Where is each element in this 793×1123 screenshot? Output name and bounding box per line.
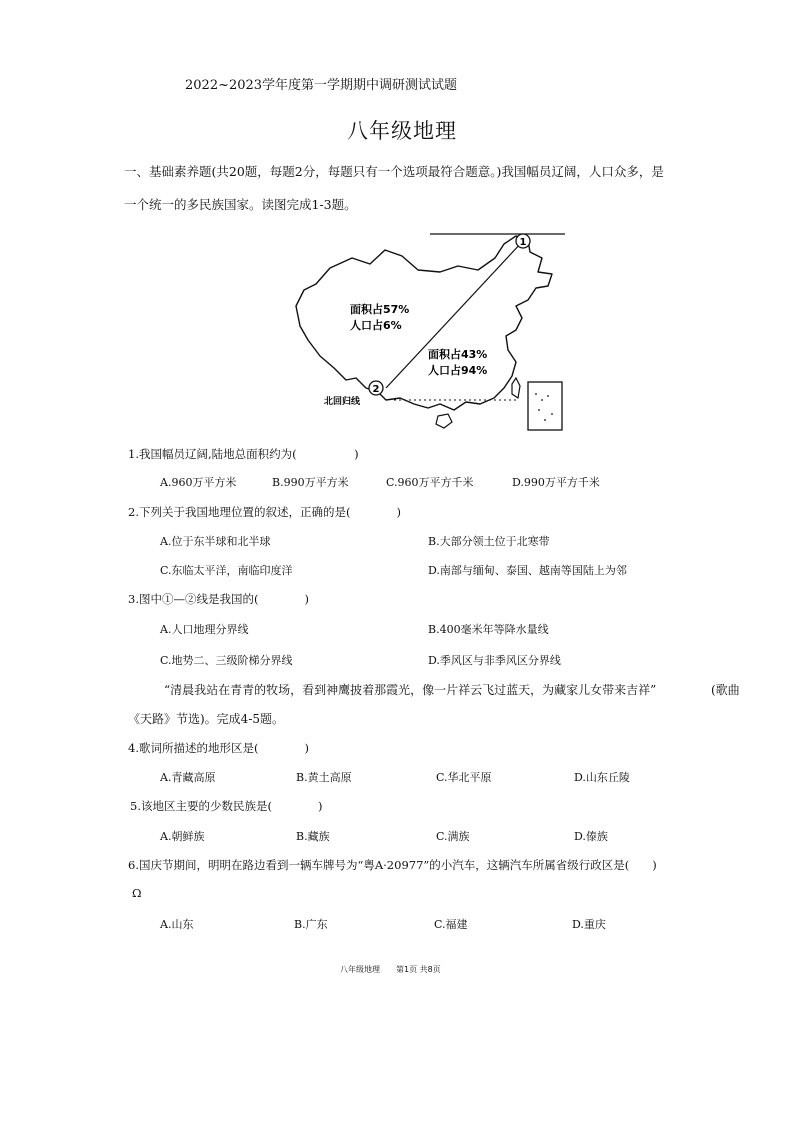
- south-sea-inset: [528, 382, 562, 430]
- q6-option-a[interactable]: A.山东: [160, 918, 194, 931]
- china-outline: [296, 236, 552, 410]
- q5-option-c[interactable]: C.满族: [436, 830, 470, 843]
- question-1-stem: 1.我国幅员辽阔,陆地总面积约为( ): [128, 447, 359, 461]
- q3-option-a[interactable]: A.人口地理分界线: [160, 623, 249, 636]
- tropic-label: 北回归线: [324, 397, 361, 407]
- east-area-label: 面积占43%: [428, 348, 488, 361]
- east-population-label: 人口占94%: [428, 364, 488, 377]
- section-intro-line1: 一、基础素养题(共20题，每题2分，每题只有一个选项最符合题意。)我国幅员辽阔，人口众多，是: [124, 164, 664, 179]
- hainan-island: [436, 414, 452, 428]
- q1-option-d[interactable]: D.990万平方千米: [512, 476, 600, 489]
- inset-islands: [535, 393, 553, 421]
- q3-option-b[interactable]: B.400毫米年等降水量线: [428, 623, 549, 636]
- question-4-stem: 4.歌词所描述的地形区是( ): [128, 741, 309, 755]
- point-2-label: 2: [372, 384, 380, 395]
- taiwan-island: [512, 378, 520, 398]
- q6-option-c[interactable]: C.福建: [434, 918, 468, 931]
- china-map-figure: [290, 228, 570, 436]
- question-2-stem: 2.下列关于我国地理位置的叙述，正确的是( ): [128, 505, 401, 519]
- q4-option-d[interactable]: D.山东丘陵: [574, 771, 630, 784]
- q1-option-b[interactable]: B.990万平方米: [272, 476, 349, 489]
- exam-title: 2022~2023学年度第一学期期中调研测试试题: [185, 78, 458, 93]
- q4-option-a[interactable]: A.青藏高原: [160, 771, 216, 784]
- section-intro-line2: 一个统一的多民族国家。读图完成1-3题。: [124, 197, 357, 212]
- lyric-line2: 《天路》节选)。完成4-5题。: [128, 712, 285, 726]
- point-1-label: 1: [519, 237, 527, 248]
- q4-option-c[interactable]: C.华北平原: [436, 771, 492, 784]
- page-footer: 八年级地理 第1页 共8页: [340, 965, 441, 974]
- west-area-label: 面积占57%: [350, 303, 410, 316]
- q2-option-b[interactable]: B.大部分领土位于北寒带: [428, 535, 550, 548]
- q3-option-d[interactable]: D.季风区与非季风区分界线: [428, 654, 561, 667]
- lyric-line1-tail: (歌曲: [711, 683, 740, 697]
- question-6-stem-cont: Ω: [132, 886, 142, 900]
- q6-option-b[interactable]: B.广东: [294, 918, 328, 931]
- q6-option-d[interactable]: D.重庆: [572, 918, 606, 931]
- q1-option-a[interactable]: A.960万平方米: [160, 476, 237, 489]
- question-3-stem: 3.图中①—②线是我国的( ): [128, 592, 309, 606]
- q5-option-b[interactable]: B.藏族: [296, 830, 330, 843]
- q3-option-c[interactable]: C.地势二、三级阶梯分界线: [160, 654, 293, 667]
- q2-option-c[interactable]: C.东临太平洋，南临印度洋: [160, 564, 293, 577]
- q5-option-d[interactable]: D.傣族: [574, 830, 608, 843]
- q5-option-a[interactable]: A.朝鲜族: [160, 830, 205, 843]
- q4-option-b[interactable]: B.黄土高原: [296, 771, 352, 784]
- subject-title: 八年级地理: [347, 119, 457, 143]
- question-6-stem: 6.国庆节期间，明明在路边看到一辆车牌号为“粤A·20977”的小汽车，这辆汽车所属省级行政区是( ): [128, 858, 657, 872]
- q2-option-d[interactable]: D.南部与缅甸、泰国、越南等国陆上为邻: [428, 564, 627, 577]
- lyric-line1: “清晨我站在青青的牧场，看到神鹰披着那霞光，像一片祥云飞过蓝天，为藏家儿女带来吉祥”: [164, 683, 657, 697]
- question-5-stem: 5.该地区主要的少数民族是( ): [130, 799, 323, 813]
- q1-option-c[interactable]: C.960万平方千米: [386, 476, 474, 489]
- q2-option-a[interactable]: A.位于东半球和北半球: [160, 535, 271, 548]
- west-population-label: 人口占6%: [350, 319, 402, 332]
